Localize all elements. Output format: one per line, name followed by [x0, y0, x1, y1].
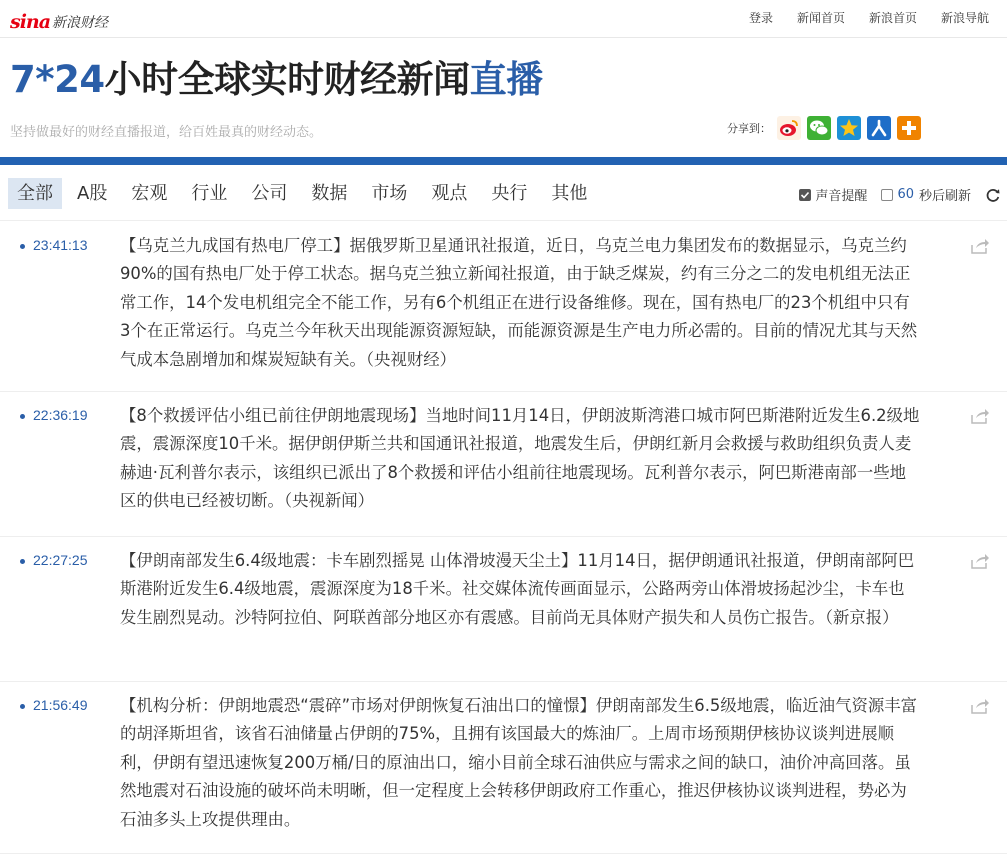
top-nav — [725, 9, 989, 26]
qzone-icon[interactable] — [837, 116, 861, 140]
auto-refresh-checkbox[interactable] — [881, 189, 893, 201]
header-divider — [0, 157, 1007, 165]
title-live: 直播 — [469, 58, 543, 101]
tab-macro[interactable]: 宏观 — [131, 183, 168, 204]
renren-icon[interactable] — [867, 116, 891, 140]
share-bar — [727, 116, 927, 140]
tab-company[interactable]: 公司 — [251, 183, 288, 204]
news-text: 【8个救援评估小组已前往伊朗地震现场】当地时间11月14日，伊朗波斯湾港口城市阿巴斯港附近发生6.2级地震，震源深度10千米。据伊朗伊斯兰共和国通讯社报道，地震发生后，伊朗红新月会救援与救助组织负责人麦赫迪·瓦利普尔表示，该组织已派出了8个救援和评估小组前往地震现场。瓦利普尔表示，阿巴斯港南部一些地区的供电已经被切断。（央视新闻） — [120, 406, 920, 511]
news-time: 21:56:49 — [33, 697, 88, 713]
share-label: 分享到： — [727, 122, 771, 135]
tab-data[interactable]: 数据 — [311, 183, 348, 204]
news-text: 【乌克兰九成国有热电厂停工】据俄罗斯卫星通讯社报道，近日，乌克兰电力集团发布的数据显示，乌克兰约90%的国有热电厂处于停工状态。据乌克兰独立新闻社报道，由于缺乏煤炭，约有三分之二的发电机组无法正常工作，14个发电机组完全不能工作，另有6个机组正在进行设备维修。现在，国有热电厂的23个机组中只有3个在正常运行。乌克兰今年秋天出现能源资源短缺，而能源资源是生产电力所必需的。目前的情况尤其与天然气成本急剧增加和煤炭短缺有关。（央视财经） — [120, 236, 918, 369]
nav-login-link[interactable]: 登录 — [748, 11, 773, 25]
share-icon[interactable] — [970, 407, 990, 425]
tab-central-bank[interactable]: 央行 — [491, 183, 528, 204]
timeline-dot — [20, 559, 25, 564]
news-item — [0, 682, 1007, 854]
news-feed — [0, 222, 1007, 854]
refresh-icon[interactable] — [985, 187, 1001, 203]
tab-other[interactable]: 其他 — [551, 183, 588, 204]
sina-finance-logo[interactable] — [10, 8, 108, 32]
weibo-icon[interactable] — [777, 116, 801, 140]
category-tabs-bar — [0, 165, 1007, 221]
logo-finance-text: 新浪财经 — [52, 15, 109, 31]
page-subtitle: 坚持做最好的财经直播报道，给百姓最真的财经动态。 — [10, 125, 323, 140]
news-time: 23:41:13 — [33, 237, 88, 253]
nav-news-home-link[interactable]: 新闻首页 — [796, 11, 845, 25]
share-icon[interactable] — [970, 237, 990, 255]
category-tabs — [8, 178, 602, 209]
news-time: 22:36:19 — [33, 407, 88, 423]
news-time: 22:27:25 — [33, 552, 88, 568]
wechat-icon[interactable] — [807, 116, 831, 140]
timeline-dot — [20, 704, 25, 709]
auto-refresh-label: 秒后刷新 — [918, 189, 971, 204]
news-item — [0, 537, 1007, 682]
more-icon[interactable] — [897, 116, 921, 140]
share-icon[interactable] — [970, 697, 990, 715]
news-text: 【伊朗南部发生6.4级地震：卡车剧烈摇晃 山体滑坡漫天尘土】11月14日，据伊朗通讯社报道，伊朗南部阿巴斯港附近发生6.4级地震，震源深度为18千米。社交媒体流传画面显示，公路两旁山体滑坡扬起沙尘，卡车也发生剧烈晃动。沙特阿拉伯、阿联酋部分地区亦有震感。目前尚无具体财产损失和人员伤亡报告。（新京报） — [120, 551, 915, 627]
news-text: 【机构分析：伊朗地震恐“震碎”市场对伊朗恢复石油出口的憧憬】伊朗南部发生6.5级地震，临近油气资源丰富的胡泽斯坦省，该省石油储量占伊朗的75%，且拥有该国最大的炼油厂。上周市场预期伊核协议谈判进展顺利，伊朗有望迅速恢复200万桶/日的原油出口，缩小目前全球石油供应与需求之间的缺口，油价冲高回落。虽然地震对石油设施的破坏尚未明晰，但一定程度上会转移伊朗政府工作重心，推迟伊核协议谈判进程，势必为石油多头上攻提供理由。 — [120, 696, 918, 829]
nav-sina-home-link[interactable]: 新浪首页 — [868, 11, 917, 25]
sound-alert-label: 声音提醒 — [815, 189, 868, 204]
timeline-dot — [20, 414, 25, 419]
nav-sina-navigation-link[interactable]: 新浪导航 — [940, 11, 989, 25]
sound-alert-checkbox[interactable] — [799, 189, 811, 201]
auto-refresh-option — [881, 185, 971, 204]
tab-all[interactable]: 全部 — [8, 178, 62, 209]
feed-options — [799, 185, 1001, 204]
tab-opinion[interactable]: 观点 — [431, 183, 468, 204]
tab-market[interactable]: 市场 — [371, 183, 408, 204]
sound-alert-option — [799, 185, 867, 204]
news-item — [0, 222, 1007, 392]
news-item — [0, 392, 1007, 537]
timeline-dot — [20, 244, 25, 249]
title-main: 小时全球实时财经新闻 — [104, 58, 470, 101]
title-number: 7*24 — [10, 58, 105, 101]
refresh-seconds: 60 — [897, 187, 914, 202]
tab-a-shares[interactable]: A股 — [77, 183, 108, 204]
share-icon[interactable] — [970, 552, 990, 570]
page-title — [10, 56, 543, 104]
tab-industry[interactable]: 行业 — [191, 183, 228, 204]
logo-sina-text: sina — [10, 11, 51, 33]
top-bar — [0, 0, 1007, 38]
